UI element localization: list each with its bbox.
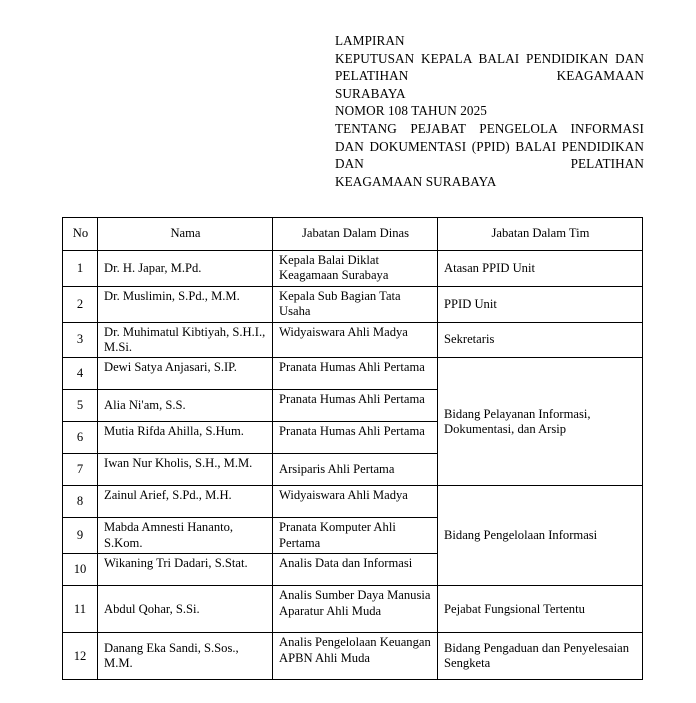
document-reference-header <box>335 32 644 190</box>
cell-nama: Wikaning Tri Dadari, S.Stat. <box>98 554 273 586</box>
cell-nama: Dr. Muhimatul Kibtiyah, S.H.I., M.Si. <box>98 322 273 358</box>
cell-no: 4 <box>63 358 98 390</box>
cell-no: 1 <box>63 251 98 287</box>
cell-tim: Pejabat Fungsional Tertentu <box>438 586 643 633</box>
cell-nama: Mabda Amnesti Hananto, S.Kom. <box>98 518 273 554</box>
cell-no: 9 <box>63 518 98 554</box>
cell-dinas: Kepala Sub Bagian Tata Usaha <box>273 286 438 322</box>
header-line-surabaya: SURABAYA <box>335 85 406 101</box>
cell-dinas: Analis Pengelolaan Keuangan APBN Ahli Muda <box>273 633 438 680</box>
cell-dinas: Kepala Balai Diklat Keagamaan Surabaya <box>273 251 438 287</box>
cell-no: 2 <box>63 286 98 322</box>
header-line-nomor: NOMOR 108 TAHUN 2025 <box>335 103 487 119</box>
cell-nama: Mutia Rifda Ahilla, S.Hum. <box>98 422 273 454</box>
cell-nama: Abdul Qohar, S.Si. <box>98 586 273 633</box>
cell-dinas: Widyaiswara Ahli Madya <box>273 322 438 358</box>
cell-no: 7 <box>63 454 98 486</box>
cell-tim-merged-pengelolaan: Bidang Pengelolaan Informasi <box>438 486 643 586</box>
cell-nama: Dr. Muslimin, S.Pd., M.M. <box>98 286 273 322</box>
cell-dinas: Pranata Komputer Ahli Pertama <box>273 518 438 554</box>
cell-dinas: Analis Data dan Informasi <box>273 554 438 586</box>
cell-tim: Sekretaris <box>438 322 643 358</box>
header-line-keagamaan: KEAGAMAAN SURABAYA <box>335 173 497 189</box>
column-header-dinas: Jabatan Dalam Dinas <box>273 218 438 251</box>
cell-nama: Danang Eka Sandi, S.Sos., M.M. <box>98 633 273 680</box>
cell-nama: Dewi Satya Anjasari, S.IP. <box>98 358 273 390</box>
cell-nama: Iwan Nur Kholis, S.H., M.M. <box>98 454 273 486</box>
cell-no: 8 <box>63 486 98 518</box>
cell-no: 5 <box>63 390 98 422</box>
cell-dinas: Pranata Humas Ahli Pertama <box>273 390 438 422</box>
cell-nama: Alia Ni'am, S.S. <box>98 390 273 422</box>
cell-no: 12 <box>63 633 98 680</box>
cell-dinas: Pranata Humas Ahli Pertama <box>273 358 438 390</box>
ppid-officials-table <box>62 217 643 680</box>
cell-tim: Atasan PPID Unit <box>438 251 643 287</box>
cell-tim-merged-pelayanan: Bidang Pelayanan Informasi, Dokumentasi, dan Arsip <box>438 358 643 486</box>
cell-nama: Dr. H. Japar, M.Pd. <box>98 251 273 287</box>
cell-dinas: Analis Sumber Daya Manusia Aparatur Ahli Muda <box>273 586 438 633</box>
cell-dinas: Arsiparis Ahli Pertama <box>273 454 438 486</box>
table-row <box>63 586 643 633</box>
table-row <box>63 286 643 322</box>
table-row <box>63 358 643 390</box>
cell-nama: Zainul Arief, S.Pd., M.H. <box>98 486 273 518</box>
header-line-keputusan: KEPUTUSAN KEPALA BALAI PENDIDIKAN DAN PELATIHAN KEAGAMAAN <box>335 50 644 84</box>
table-row <box>63 633 643 680</box>
header-line-lampiran: LAMPIRAN <box>335 33 405 48</box>
table-row <box>63 322 643 358</box>
column-header-tim: Jabatan Dalam Tim <box>438 218 643 251</box>
cell-dinas: Pranata Humas Ahli Pertama <box>273 422 438 454</box>
cell-dinas: Widyaiswara Ahli Madya <box>273 486 438 518</box>
cell-no: 10 <box>63 554 98 586</box>
header-line-tentang: TENTANG PEJABAT PENGELOLA INFORMASI DAN DOKUMENTASI (PPID) BALAI PENDIDIKAN DAN PELATIHAN <box>335 120 644 172</box>
column-header-no: No <box>63 218 98 251</box>
cell-no: 3 <box>63 322 98 358</box>
table-row <box>63 251 643 287</box>
cell-tim: PPID Unit <box>438 286 643 322</box>
table-row <box>63 486 643 518</box>
column-header-nama: Nama <box>98 218 273 251</box>
cell-no: 6 <box>63 422 98 454</box>
cell-no: 11 <box>63 586 98 633</box>
table-header-row <box>63 218 643 251</box>
cell-tim: Bidang Pengaduan dan Penyelesaian Sengketa <box>438 633 643 680</box>
